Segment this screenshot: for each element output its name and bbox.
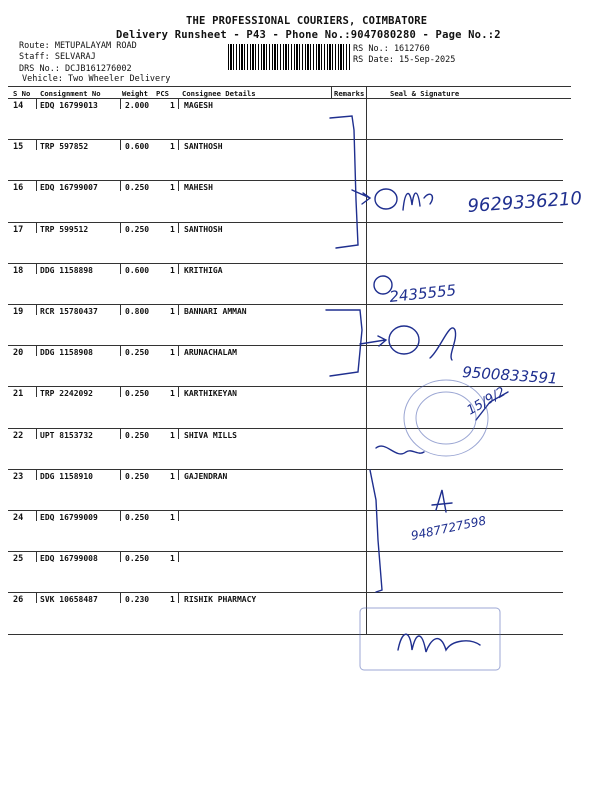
row-consignment-no: DDG 1158898	[40, 265, 93, 275]
row-consignee: SANTHOSH	[184, 142, 223, 152]
row-weight: 0.250	[125, 224, 150, 234]
row-weight: 0.800	[125, 307, 150, 316]
row-consignment-no: TRP 599512	[40, 224, 89, 234]
row-consignee: KRITHIGA	[184, 265, 223, 275]
col-sno: S No	[13, 89, 31, 98]
staff-label: Staff: SELVARAJ	[19, 52, 96, 62]
row-consignment-no: TRP 597852	[40, 142, 89, 152]
col-seal-signature: Seal & Signature	[390, 89, 460, 98]
row-sno: 26	[13, 595, 24, 606]
row-consignment-no: RCR 15780437	[40, 307, 98, 316]
arrow-middle	[360, 336, 386, 346]
handwritten-date: 15/9/2	[464, 384, 509, 419]
row-weight: 0.250	[125, 471, 150, 481]
row-consignment-no: EDQ 16799008	[40, 554, 98, 564]
col-remarks: Remarks	[334, 89, 365, 98]
row-sno: 22	[13, 430, 24, 441]
row-sno: 25	[13, 554, 24, 565]
row-pcs: 1	[170, 430, 175, 440]
row-weight: 0.250	[125, 348, 150, 358]
col-consignee: Consignee Details	[182, 89, 256, 98]
col-weight: Weight	[122, 89, 148, 98]
row-weight: 2.000	[125, 101, 150, 110]
row-consignee: SHIVA MILLS	[184, 430, 237, 440]
row-sno: 24	[13, 513, 24, 523]
signature-shiva	[376, 446, 424, 454]
row-pcs: 1	[170, 595, 175, 605]
row-pcs: 1	[170, 307, 175, 316]
signature-rishik	[398, 634, 480, 652]
drs-label: DRS No.: DCJB161276002	[19, 64, 132, 74]
row-consignment-no: UPT 8153732	[40, 430, 93, 440]
row-pcs: 1	[170, 554, 175, 564]
handwritten-phone-2: 9500833591	[461, 363, 559, 388]
row-weight: 0.250	[125, 430, 150, 440]
handwritten-code: 2435555	[388, 281, 457, 306]
vehicle-label: Vehicle: Two Wheeler Delivery	[22, 74, 171, 84]
row-weight: 0.250	[125, 389, 150, 399]
row-sno: 19	[13, 307, 24, 317]
row-pcs: 1	[170, 183, 175, 193]
handwritten-phone-1: 9629336210	[466, 188, 583, 217]
row-consignment-no: TRP 2242092	[40, 389, 93, 399]
row-sno: 18	[13, 265, 24, 276]
row-consignee: KARTHIKEYAN	[184, 389, 237, 399]
row-consignment-no: DDG 1158908	[40, 348, 93, 358]
row-sno: 14	[13, 101, 24, 111]
circled-number-2	[389, 326, 419, 354]
row-consignee: ARUNACHALAM	[184, 348, 237, 358]
row-pcs: 1	[170, 265, 175, 275]
row-sno: 16	[13, 183, 24, 194]
runsheet-title: Delivery Runsheet - P43 - Phone No.:9047080280 - Page No.:2	[116, 29, 501, 41]
stamp-rishik-pharmacy	[360, 608, 500, 670]
row-consignment-no: SVK 10658487	[40, 595, 98, 605]
row-consignee: BANNARI AMMAN	[184, 307, 247, 316]
row-sno: 15	[13, 142, 24, 153]
bracket-top	[330, 116, 358, 248]
col-consignment: Consignment No	[40, 89, 101, 98]
row-consignee: MAGESH	[184, 101, 213, 110]
row-sno: 17	[13, 224, 24, 235]
signature-arunachalam	[430, 328, 456, 360]
row-consignee: GAJENDRAN	[184, 471, 228, 481]
bracket-middle	[326, 310, 362, 376]
bracket-bottom	[370, 470, 382, 592]
signature-gajendran	[432, 490, 452, 512]
row-pcs: 1	[170, 471, 175, 481]
row-pcs: 1	[170, 513, 175, 522]
rs-number: RS No.: 1612760	[353, 44, 430, 54]
row-consignment-no: EDQ 16799007	[40, 183, 98, 193]
row-weight: 0.250	[125, 183, 150, 193]
row-consignee: RISHIK PHARMACY	[184, 595, 257, 605]
rs-date: RS Date: 15-Sep-2025	[353, 55, 456, 65]
row-consignment-no: EDQ 16799009	[40, 513, 98, 522]
row-pcs: 1	[170, 101, 175, 110]
arrow-top	[352, 190, 370, 204]
stamp-shiva-mills	[404, 380, 488, 456]
row-consignee: MAHESH	[184, 183, 213, 193]
row-weight: 0.230	[125, 595, 150, 605]
signature-magesh	[403, 193, 432, 210]
row-weight: 0.250	[125, 554, 150, 564]
row-sno: 23	[13, 471, 24, 482]
col-pcs: PCS	[156, 89, 169, 98]
row-sno: 20	[13, 348, 24, 359]
row-weight: 0.600	[125, 265, 150, 275]
row-weight: 0.250	[125, 513, 150, 522]
row-consignment-no: EDQ 16799013	[40, 101, 98, 110]
row-consignment-no: DDG 1158910	[40, 471, 93, 481]
circled-number-14	[375, 189, 397, 209]
row-consignee: SANTHOSH	[184, 224, 223, 234]
row-pcs: 1	[170, 348, 175, 358]
row-pcs: 1	[170, 389, 175, 399]
row-sno: 21	[13, 389, 24, 400]
row-weight: 0.600	[125, 142, 150, 152]
row-pcs: 1	[170, 142, 175, 152]
company-title: THE PROFESSIONAL COURIERS, COIMBATORE	[186, 15, 428, 27]
handwritten-phone-3: 9487727598	[409, 513, 488, 543]
route-label: Route: METUPALAYAM ROAD	[19, 41, 137, 51]
row-pcs: 1	[170, 224, 175, 234]
